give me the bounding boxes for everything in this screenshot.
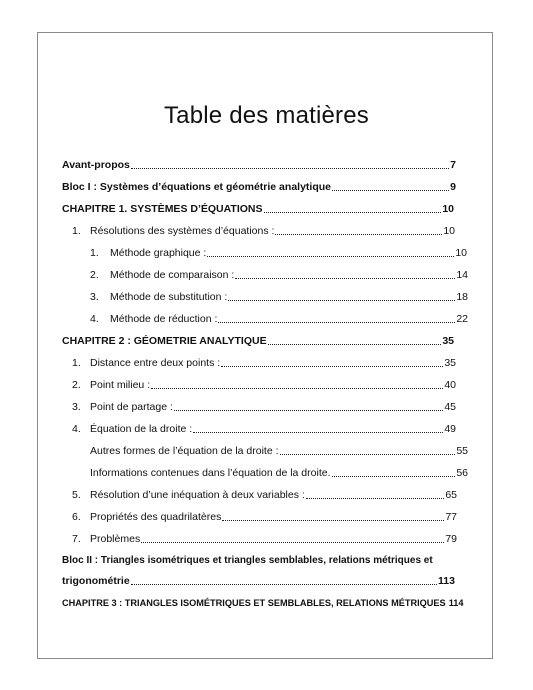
toc-entry-page: 35 xyxy=(442,335,454,347)
toc-leader xyxy=(218,322,455,323)
toc-entry-number: 4. xyxy=(90,313,99,325)
toc-entry-page: 49 xyxy=(444,423,456,435)
toc-entry-label: Méthode de comparaison : xyxy=(110,269,235,281)
toc-entry-label: Point milieu : xyxy=(90,379,151,391)
toc-leader xyxy=(275,234,442,235)
toc-entry-label: Informations contenues dans l’équation de la droite. xyxy=(90,467,331,479)
toc-entry-quadrilateres[interactable] xyxy=(72,508,457,524)
toc-entry-label: Résolutions des systèmes d’équations : xyxy=(90,225,275,237)
toc-entry-label: Méthode de substitution : xyxy=(110,291,228,303)
toc-entry-page: 9 xyxy=(450,181,456,193)
toc-entry-number: 1. xyxy=(72,357,81,369)
toc-entry-page: 65 xyxy=(445,489,457,501)
toc-entry-page: 7 xyxy=(450,159,456,171)
toc-entry-page: 10 xyxy=(455,247,467,259)
toc-entry-label: Équation de la droite : xyxy=(90,423,193,435)
toc-entry-number: 3. xyxy=(72,401,81,413)
toc-leader xyxy=(332,476,456,477)
toc-entry-number: 7. xyxy=(72,533,81,545)
toc-entry-label: Avant-propos xyxy=(62,159,130,171)
toc-entry-problemes[interactable] xyxy=(72,530,457,546)
toc-leader xyxy=(235,278,455,279)
toc-entry-label: Problèmes xyxy=(90,533,141,545)
toc-entry-label: Propriétés des quadrilatères xyxy=(90,511,222,523)
toc-leader xyxy=(221,366,443,367)
toc-leader xyxy=(332,190,449,191)
toc-leader xyxy=(264,212,442,213)
toc-entry-label: CHAPITRE 3 : TRIANGLES ISOMÉTRIQUES ET SEMBLABLES, RELATIONS MÉTRIQUES xyxy=(62,598,446,608)
toc-leader xyxy=(306,498,444,499)
toc-leader xyxy=(280,454,456,455)
toc-entry-number: 1. xyxy=(90,247,99,259)
toc-entry-label: Méthode graphique : xyxy=(110,247,207,259)
toc-entry-number: 5. xyxy=(72,489,81,501)
toc-entry-chapitre-3[interactable] xyxy=(62,594,464,610)
toc-entry-page: 55 xyxy=(456,445,468,457)
toc-entry-methode-reduction[interactable] xyxy=(90,310,468,326)
toc-entry-page: 35 xyxy=(444,357,456,369)
toc-entry-avant-propos[interactable] xyxy=(62,156,456,172)
toc-entry-label: CHAPITRE 2 : GÉOMETRIE ANALYTIQUE xyxy=(62,335,267,347)
toc-leader xyxy=(207,256,454,257)
toc-entry-resolutions[interactable] xyxy=(72,222,455,238)
toc-entry-number: 1. xyxy=(72,225,81,237)
toc-leader xyxy=(228,300,455,301)
toc-entry-page: 77 xyxy=(445,511,457,523)
toc-entry-label: CHAPITRE 1. SYSTÈMES D’ÉQUATIONS xyxy=(62,203,263,215)
toc-entry-methode-comparaison[interactable] xyxy=(90,266,468,282)
toc-entry-label: Autres formes de l’équation de la droite : xyxy=(90,445,279,457)
toc-entry-page: 114 xyxy=(448,598,464,608)
toc-entry-distance[interactable] xyxy=(72,354,456,370)
toc-entry-page: 45 xyxy=(444,401,456,413)
toc-entry-label: Bloc II : Triangles isométriques et triangles semblables, relations métriques et xyxy=(62,555,433,566)
toc-entry-number: 2. xyxy=(72,379,81,391)
toc-leader xyxy=(268,344,442,345)
toc-entry-chapitre-2[interactable] xyxy=(62,332,454,348)
toc-leader xyxy=(174,410,443,411)
toc-entry-page: 40 xyxy=(444,379,456,391)
toc-leader xyxy=(141,542,444,543)
page-title: Table des matières xyxy=(163,102,370,129)
toc-entry-number: 4. xyxy=(72,423,81,435)
toc-leader xyxy=(222,520,444,521)
toc-entry-page: 79 xyxy=(445,533,457,545)
toc-entry-autres-formes[interactable] xyxy=(90,442,468,458)
toc-entry-page: 10 xyxy=(443,225,455,237)
toc-entry-bloc-2[interactable] xyxy=(62,552,457,568)
toc-entry-page: 18 xyxy=(456,291,468,303)
toc-entry-inequation[interactable] xyxy=(72,486,457,502)
toc-leader xyxy=(131,584,437,585)
toc-entry-point-partage[interactable] xyxy=(72,398,456,414)
toc-entry-page: 14 xyxy=(456,269,468,281)
toc-entry-number: 6. xyxy=(72,511,81,523)
toc-entry-number: 2. xyxy=(90,269,99,281)
toc-entry-label: Bloc I : Systèmes d’équations et géométrie analytique xyxy=(62,181,331,193)
toc-entry-label: Distance entre deux points : xyxy=(90,357,221,369)
toc-entry-page: 113 xyxy=(438,575,455,587)
toc-entry-methode-substitution[interactable] xyxy=(90,288,468,304)
toc-entry-label: Point de partage : xyxy=(90,401,173,413)
toc-leader xyxy=(131,168,449,169)
toc-leader xyxy=(151,388,443,389)
toc-leader xyxy=(193,432,443,433)
toc-entry-page: 22 xyxy=(456,313,468,325)
toc-entry-page: 56 xyxy=(456,467,468,479)
toc-entry-label: Résolution d’une inéquation à deux variables : xyxy=(90,489,305,501)
toc-entry-page: 10 xyxy=(442,203,454,215)
toc-entry-label: Méthode de réduction : xyxy=(110,313,218,325)
toc-entry-number: 3. xyxy=(90,291,99,303)
toc-entry-equation-droite[interactable] xyxy=(72,420,456,436)
toc-entry-bloc-1[interactable] xyxy=(62,178,456,194)
toc-entry-methode-graphique[interactable] xyxy=(90,244,467,260)
toc-entry-point-milieu[interactable] xyxy=(72,376,456,392)
toc-entry-informations[interactable] xyxy=(90,464,468,480)
toc-entry-bloc-2-trigonometrie[interactable] xyxy=(62,572,455,588)
toc-entry-chapitre-1[interactable] xyxy=(62,200,454,216)
toc-entry-label: trigonométrie xyxy=(62,575,130,587)
